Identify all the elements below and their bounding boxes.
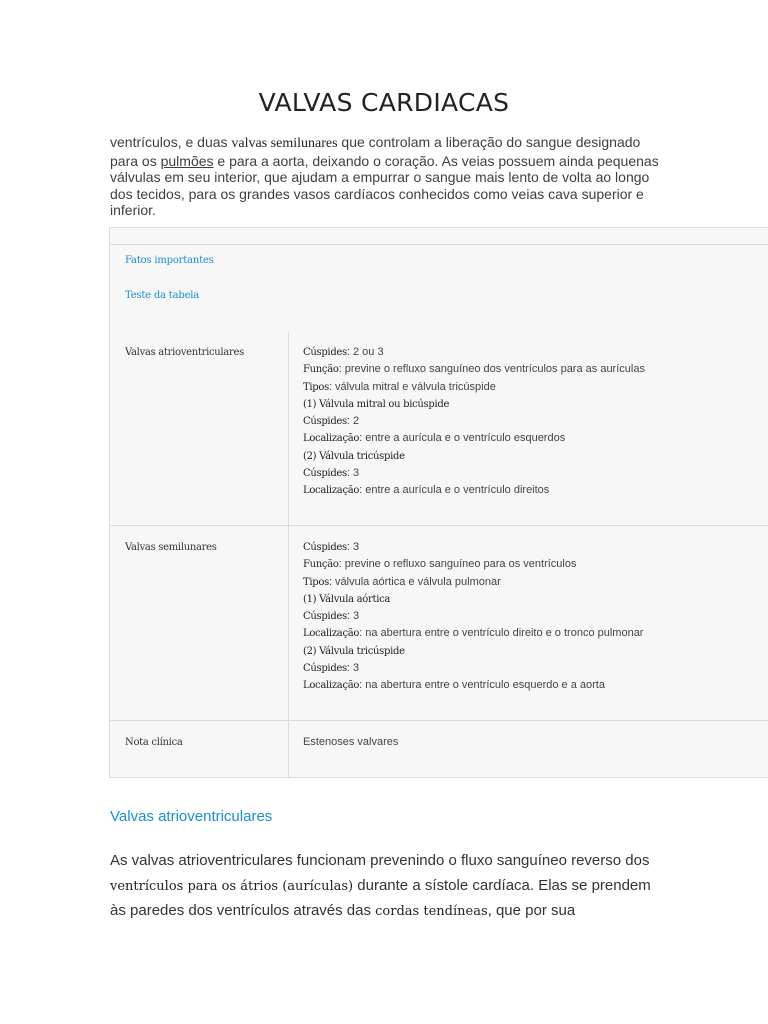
row-values-atrioventriculares [303,344,763,500]
table-line: (2) Válvula tricúspide [303,450,405,462]
table-line: Localização: na abertura entre o ventrículo esquerdo e a aorta [303,679,605,692]
row-values-nota-clinica [303,734,763,751]
table-line: Localização: na abertura entre o ventrículo direito e o tronco pulmonar [303,627,644,640]
table-line: Cúspides: 3 [303,541,360,553]
para-text-3: , que por sua [487,902,576,919]
row-label-nota-clinica: Nota clínica [125,737,183,748]
table-line: (2) Válvula tricúspide [303,645,405,657]
table-line: Cúspides: 3 [303,662,360,675]
intro-text-1: ventrículos, e duas [110,134,232,150]
row-label-atrioventriculares: Valvas atrioventriculares [125,347,244,358]
table-line: Localização: entre a aurícula e o ventrículo direitos [303,484,550,497]
table-line: Cúspides: 3 [303,610,360,623]
table-line: Cúspides: 2 ou 3 [303,346,384,358]
section-title: Valvas atrioventriculares [110,808,273,825]
para-text-2: durante a sístole cardíaca. Elas se prendem às paredes dos ventrículos através das [110,876,651,919]
row-values-semilunares [303,539,763,695]
page-title: VALVAS CARDIACAS [258,88,510,117]
table-line: Localização: entre a aurícula e o ventrículo esquerdos [303,432,566,445]
table-line: Função: previne o refluxo sanguíneo para os ventrículos [303,558,577,571]
table-divider [110,244,768,245]
table-line: (1) Válvula mitral ou bicúspide [303,398,450,410]
table-line: Função: previne o refluxo sanguíneo dos ventrículos para as aurículas [303,363,645,376]
table-line: (1) Válvula aórtica [303,593,391,605]
table-header-teste: Teste da tabela [125,290,200,301]
intro-paragraph [110,134,670,219]
table-line: Tipos: válvula mitral e válvula tricúspide [303,380,496,393]
para-text-1: As valvas atrioventriculares funcionam prevenindo o fluxo sanguíneo reverso dos [110,852,650,869]
para-bold-cordas: cordas tendíneas [375,904,488,919]
table-divider [110,525,768,526]
row-label-semilunares: Valvas semilunares [125,542,217,553]
body-paragraph [110,849,670,925]
intro-bold-semilunares: valvas semilunares [231,136,338,151]
table-line: Cúspides: 3 [303,467,360,480]
table-column-divider [288,332,289,778]
intro-text-2: que controlam a liberação do sangue designado para os [110,134,641,169]
table-line: Estenoses valvares [303,736,399,748]
facts-table [109,227,768,778]
pulmoes-link[interactable]: pulmões [160,152,214,169]
intro-text-3: e para a aorta, deixando o coração. As veias possuem ainda pequenas válvulas em seu interior, que ajudam a empurrar o sangue mais lento de volta ao longo dos tecidos, para os grandes vasos cardíacos conhecidos como veias cava superior e inferior. [110,152,659,219]
table-divider [110,720,768,721]
para-bold-ventriculos: ventrículos para os átrios (aurículas) [110,878,354,894]
table-header-fatos: Fatos importantes [125,255,214,266]
table-line: Tipos: válvula aórtica e válvula pulmonar [303,575,501,588]
table-line: Cúspides: 2 [303,415,360,428]
